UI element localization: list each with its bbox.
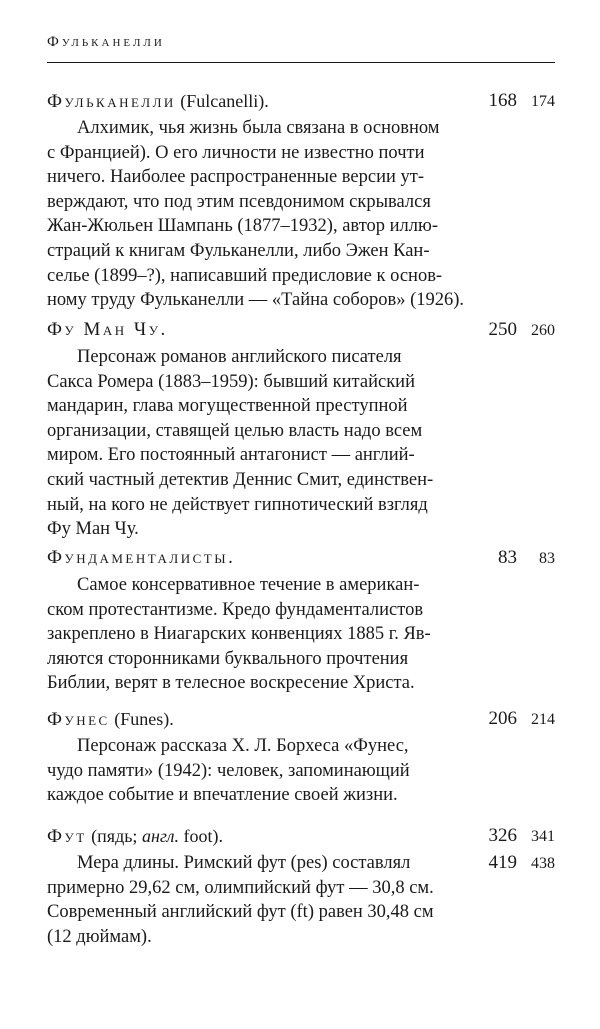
- body-line: Самое консервативное течение в американ-: [77, 575, 420, 595]
- glossary-entry-fulcanelli: [47, 86, 555, 313]
- entry-term: Фундаменталисты.: [47, 547, 236, 568]
- glossary-entry-foot: [47, 821, 555, 949]
- body-line: Современный английский фут (ft) равен 30,48 см: [47, 902, 434, 923]
- body-line: примерно 29,62 см, олимпийский фут — 30,8 см.: [47, 877, 434, 898]
- body-line: каждое событие и впечатление своей жизни.: [47, 785, 398, 806]
- body-line: ный, на кого не действует гипнотический взгляд: [47, 494, 428, 515]
- running-head: Фульканелли: [47, 34, 165, 50]
- entry-subtitle: (Funes).: [109, 709, 174, 729]
- entry-body: [47, 573, 487, 696]
- body-line: ский частный детектив Деннис Смит, единствен-: [47, 469, 434, 490]
- entry-body: [47, 734, 487, 808]
- body-line: Жан-Жюльен Шампань (1877–1932), автор иллю-: [47, 216, 439, 237]
- body-line: ляются сторонниками буквального прочтения: [47, 648, 409, 669]
- page-number: 419: [488, 852, 517, 873]
- page-number: 206: [488, 708, 517, 729]
- page-references: [473, 86, 555, 117]
- page-number-alt: 174: [531, 93, 555, 110]
- body-line: Библии, верят в телесное воскресение Христа.: [47, 673, 415, 694]
- header-rule: [47, 62, 555, 63]
- body-line: ному труду Фульканелли — «Тайна соборов» (1926).: [47, 290, 465, 311]
- entry-body: [47, 116, 487, 313]
- body-line: организации, ставящей целью власть надо всем: [47, 420, 423, 441]
- subtitle-pre: (пядь;: [86, 826, 142, 846]
- entry-term: Фульканелли: [47, 91, 176, 112]
- body-line: Алхимик, чья жизнь была связана в основном: [77, 118, 440, 138]
- entry-subtitle: [87, 826, 223, 846]
- body-line: ском протестантизме. Кредо фундаменталистов: [47, 599, 424, 620]
- entry-term: Фут: [47, 826, 87, 847]
- entry-heading: [47, 86, 555, 116]
- body-line: Мера длины. Римский фут (pes) составлял: [77, 853, 411, 873]
- body-line: ничего. Наиболее распространенные версии ут-: [47, 167, 425, 188]
- entry-heading: [47, 315, 555, 345]
- page-number: 168: [488, 90, 517, 111]
- glossary-entry-fu-manchu: [47, 315, 555, 542]
- entry-heading: [47, 821, 555, 851]
- glossary-entry-fundamentalists: [47, 543, 555, 696]
- page-number: 250: [488, 319, 517, 340]
- body-line: Сакса Ромера (1883–1959): бывший китайский: [47, 371, 415, 392]
- body-line: Персонаж романов английского писателя: [77, 347, 402, 367]
- page-number-alt: 83: [539, 550, 555, 567]
- page-number-alt: 438: [531, 855, 555, 872]
- entry-body: [47, 345, 487, 542]
- entry-body: [47, 851, 487, 949]
- subtitle-italic: англ.: [141, 826, 180, 846]
- page-references-secondary: [473, 851, 555, 876]
- body-line: с Францией). О его личности не известно почти: [47, 142, 425, 163]
- body-line: страций к книгам Фульканелли, либо Эжен Кан-: [47, 240, 430, 261]
- page-number: 83: [498, 547, 517, 568]
- body-line: Персонаж рассказа Х. Л. Борхеса «Фунес,: [77, 736, 409, 756]
- entry-term: Фунес: [47, 709, 110, 730]
- page-number-alt: 214: [531, 711, 555, 728]
- body-line: закреплено в Ниагарских конвенциях 1885 г. Яв-: [47, 624, 431, 645]
- subtitle-post: foot).: [179, 826, 224, 846]
- entry-heading: [47, 704, 555, 734]
- body-line: верждают, что под этим псевдонимом скрывался: [47, 191, 431, 212]
- body-line: мандарин, глава могущественной преступной: [47, 396, 408, 417]
- entry-heading: [47, 543, 555, 573]
- body-line: селье (1899–?), написавший предисловие к основ-: [47, 265, 443, 286]
- page-number-alt: 260: [531, 322, 555, 339]
- entry-term: Фу Ман Чу.: [47, 319, 168, 340]
- page-references: [473, 543, 555, 574]
- page-number: 326: [488, 825, 517, 846]
- body-line: (12 дюймам).: [47, 926, 152, 947]
- page-references: [473, 704, 555, 735]
- body-line: Фу Ман Чу.: [47, 519, 139, 540]
- page-number-alt: 341: [531, 828, 555, 845]
- page-references: [473, 821, 555, 852]
- entry-subtitle: (Fulcanelli).: [175, 91, 269, 111]
- body-line: миром. Его постоянный антагонист — англий-: [47, 445, 415, 466]
- glossary-entry-funes: [47, 704, 555, 808]
- body-line: чудо памяти» (1942): человек, запоминающий: [47, 760, 410, 781]
- page-references: [473, 315, 555, 346]
